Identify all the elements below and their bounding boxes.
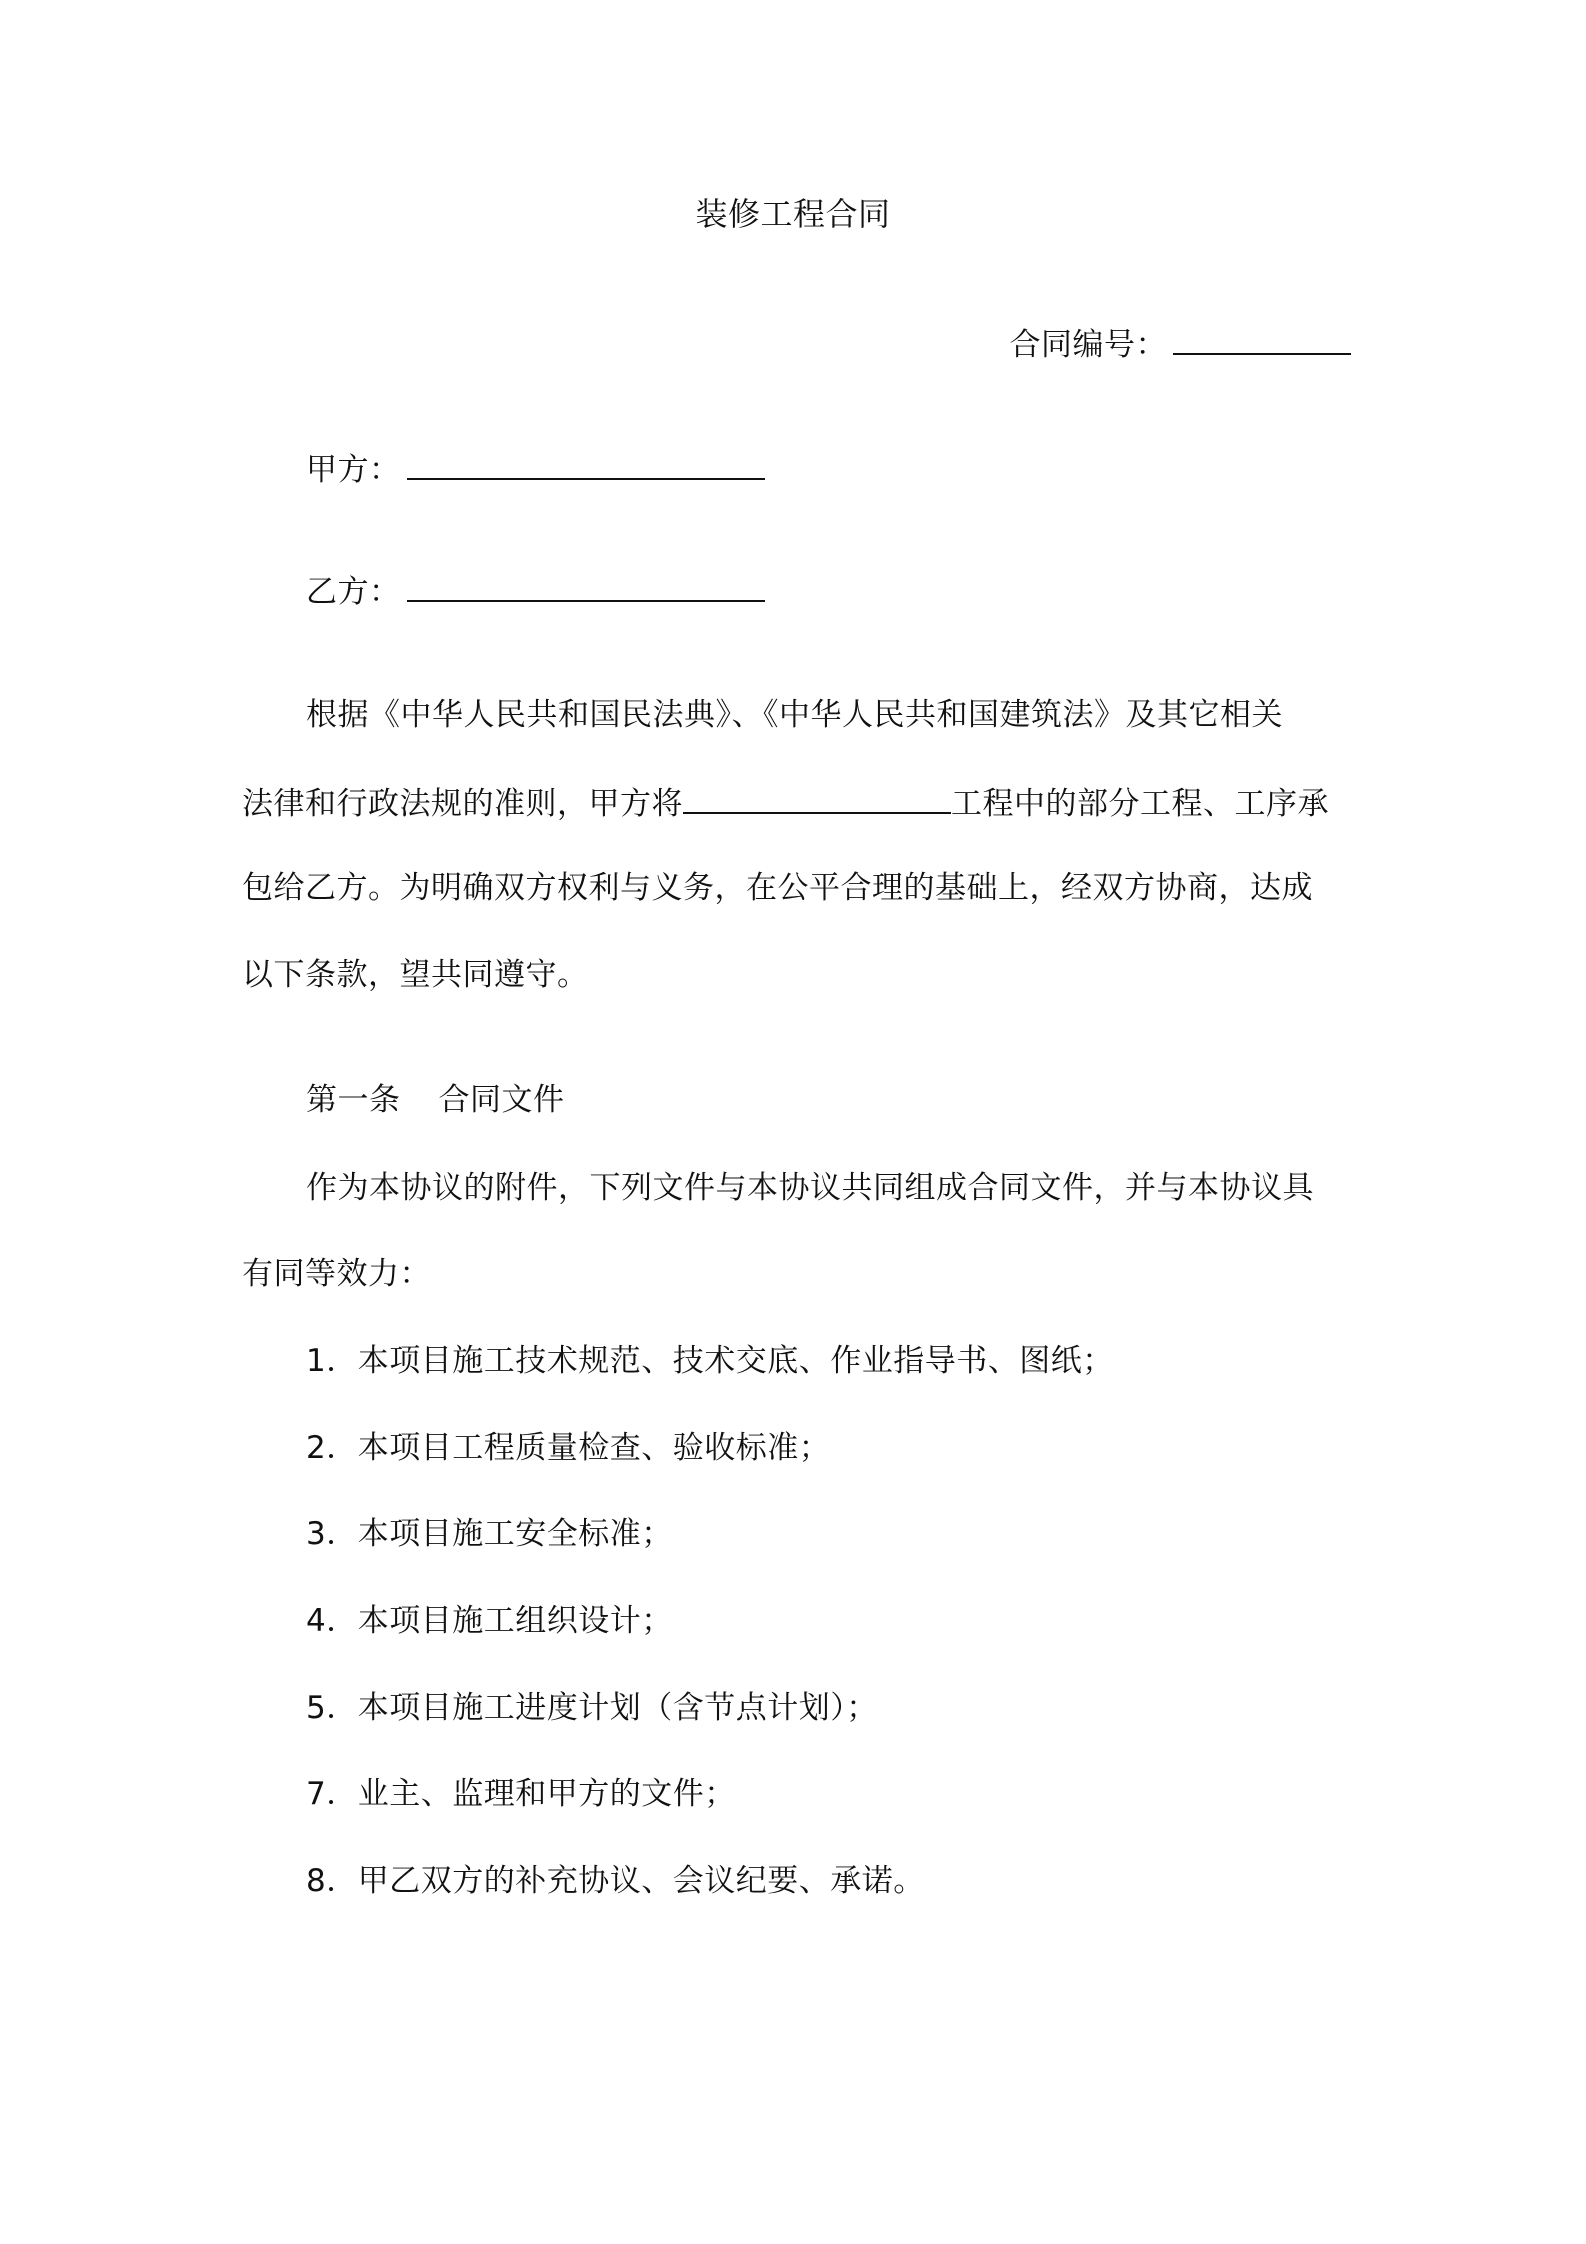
intro-line-1: 根据《中华人民共和国民法典》、《中华人民共和国建筑法》及其它相关 — [306, 697, 1283, 733]
article-1-desc-line-1: 作为本协议的附件，下列文件与本协议共同组成合同文件，并与本协议具 — [306, 1170, 1314, 1206]
article-1-number: 第一条 — [306, 1082, 401, 1118]
party-a-row — [306, 448, 765, 490]
list-item: 2．本项目工程质量检查、验收标准； — [306, 1430, 831, 1466]
party-b-row — [306, 570, 765, 612]
list-item: 4．本项目施工组织设计； — [306, 1603, 673, 1639]
project-name-blank[interactable] — [683, 782, 951, 814]
list-item: 1．本项目施工技术规范、技术交底、作业指导书、图纸； — [306, 1343, 1114, 1379]
intro-line-2-after: 工程中的部分工程、工序承 — [951, 786, 1329, 822]
list-item: 3．本项目施工安全标准； — [306, 1516, 673, 1552]
article-1-title: 合同文件 — [438, 1082, 565, 1118]
article-1-desc-line-2: 有同等效力： — [242, 1256, 431, 1292]
intro-line-2-before: 法律和行政法规的准则，甲方将 — [242, 786, 683, 822]
contract-number-row — [1010, 323, 1352, 365]
party-a-blank[interactable] — [407, 448, 765, 480]
party-b-label: 乙方： — [306, 574, 401, 610]
party-b-blank[interactable] — [407, 570, 765, 602]
contract-number-blank[interactable] — [1173, 323, 1351, 355]
party-a-label: 甲方： — [306, 452, 401, 488]
intro-line-4: 以下条款，望共同遵守。 — [242, 957, 589, 993]
document-title: 装修工程合同 — [695, 195, 891, 233]
article-1-heading — [306, 1080, 565, 1120]
intro-line-3: 包给乙方。为明确双方权利与义务，在公平合理的基础上，经双方协商，达成 — [242, 870, 1313, 906]
list-item: 7．业主、监理和甲方的文件； — [306, 1776, 736, 1812]
list-item: 5．本项目施工进度计划（含节点计划）； — [306, 1690, 878, 1726]
list-item: 8．甲乙双方的补充协议、会议纪要、承诺。 — [306, 1863, 925, 1899]
contract-number-label: 合同编号： — [1009, 327, 1167, 363]
intro-line-2 — [242, 782, 1329, 824]
